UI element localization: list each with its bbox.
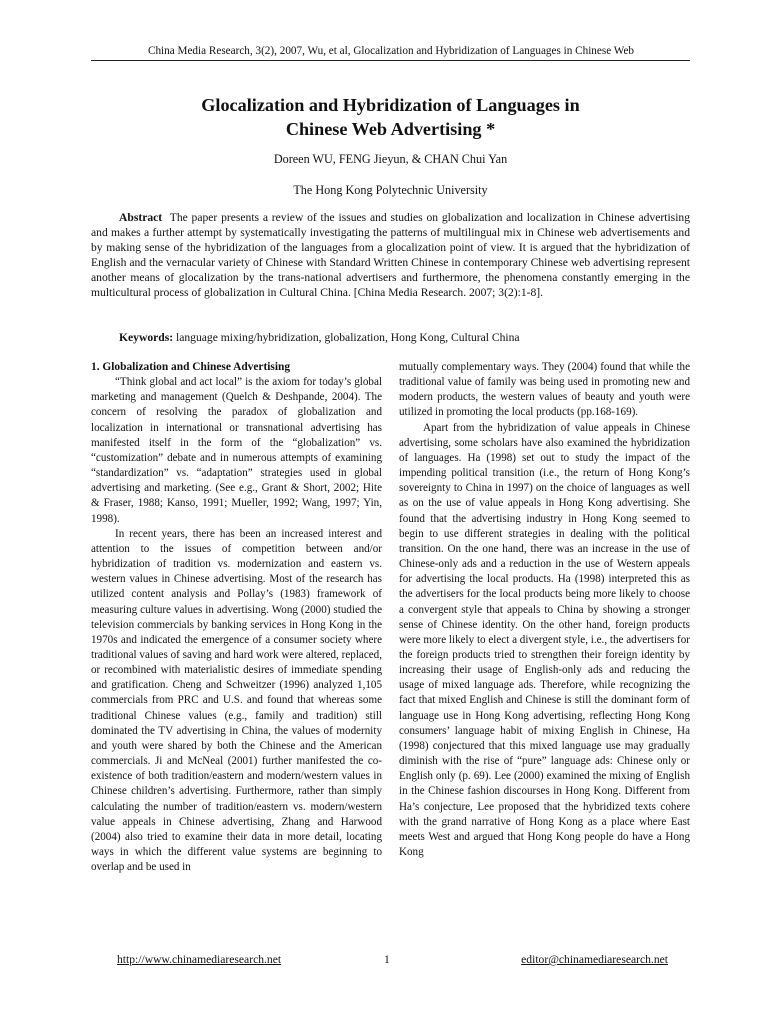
- abstract: [91, 211, 690, 300]
- page-number: 1: [384, 953, 390, 966]
- abstract-label: Abstract: [119, 211, 163, 224]
- title-line-1: Glocalization and Hybridization of Languages in: [201, 95, 580, 115]
- authors: Doreen WU, FENG Jieyun, & CHAN Chui Yan: [273, 152, 508, 166]
- keywords-label: Keywords:: [119, 331, 174, 344]
- paragraph: “Think global and act local” is the axiom for today’s global marketing and management (Quelch & Deshpande, 2004). The concern of resolving the paradox of globalization and localization in international or transnational advertising has manifested itself in the form of the “globalization” vs. “customization” debate and in numerous attempts of examining “standardization” vs. “adaptation” strategies used in global advertising and marketing. (See e.g., Grant & Short, 2002; Hite & Fraser, 1988; Kanso, 1991; Mueller, 1992; Wang, 1997; Yin, 1998).: [91, 376, 382, 525]
- paragraph: In recent years, there has been an increased interest and attention to the issues of competition between and/or hybridization of tradition vs. modernization and eastern vs. western values in Chinese advertising. Most of the research has utilized content analysis and Pollay’s (1983) framework of measuring culture values in advertising. Wong (2000) studied the television commercials by banking services in Hong Kong in the 1970s and indicated the emergence of a consumer society where traditional values of saving and hard work were altered, replaced, or recombined with materialistic desires of immediate spending and gratification. Cheng and Schweitzer (1996) analyzed 1,105 commercials from PRC and U.S. and found that whereas some traditional Chinese values (e.g., family and tradition) still dominated the TV advertising in China, the values of modernity and youth were shared by both the Chinese and the American commercials. Ji and McNeal (2001) further manifested the co-existence of both tradition/eastern and modern/western values in Chinese children’s advertising. Furthermore, rather than simply calculating the number of tradition/eastern vs. modern/western value appeals in Chinese advertising, Zhang and Harwood (2004) also tried to examine their data in more detail, locating ways in which the different value systems are beginning to overlap and be used in: [91, 527, 382, 874]
- section-heading: 1. Globalization and Chinese Advertising: [91, 361, 291, 373]
- header-rule: [91, 60, 690, 61]
- website-link[interactable]: http://www.chinamediaresearch.net: [117, 953, 282, 966]
- paper-title: [91, 93, 690, 141]
- affiliation: The Hong Kong Polytechnic University: [293, 183, 488, 197]
- email-link[interactable]: editor@chinamediaresearch.net: [521, 953, 668, 966]
- right-column: [399, 360, 690, 860]
- left-column: [91, 360, 382, 875]
- abstract-text: The paper presents a review of the issues and studies on globalization and localization in Chinese advertising and makes a further attempt by systematically investigating the patterns of multilingual mix in Chinese web advertisements and by making sense of the hybridization of the languages from a glocalization point of view. It is argued that the hybridization of English and the vernacular variety of Chinese with Standard Written Chinese in contemporary Chinese web advertising represent another means of glocalization by the trans-national advertisers and furthermore, the phenomena constantly emerging in the multicultural process of globalization in Cultural China. [China Media Research. 2007; 3(2):1-8].: [91, 211, 691, 299]
- paragraph: Apart from the hybridization of value appeals in Chinese advertising, some scholars have also examined the hybridization of languages. Ha (1998) set out to study the impact of the impending political transition (i.e., the return of Hong Kong’s sovereignty to China in 1997) on the choice of languages as well as on the use of value appeals in Hong Kong advertising. She found that the advertising industry in Hong Kong seemed to begin to use different strategies in dealing with the political transition. On the one hand, there was an increase in the use of Chinese-only ads and a reduction in the use of Western appeals for advertising the local products. Ha (1998) interpreted this as the advertisers for the local products being more likely to choose a convergent style that appeals to China by showing a stronger sense of Chinese identity. On the other hand, foreign products were more likely to elect a divergent style, i.e., the advertisers for the foreign products tried to strengthen their foreign identity by increasing their usage of English-only ads and reducing the usage of mixed language ads. Therefore, while recognizing the fact that mixed English and Chinese is still the dominant form of language use in Hong Kong advertising, reflecting Hong Kong consumers’ language habit of mixing English in Chinese, Ha (1998) conjectured that this mixed language use may gradually diminish with the rise of “pure” language ads: Chinese only or English only (p. 69). Lee (2000) examined the mixing of English in the Chinese fashion discourses in Hong Kong. Different from Ha’s conjecture, Lee proposed that the hybridized texts cohere with the grand narrative of Hong Kong as a place where East meets West and argued that Hong Kong people do have a Hong Kong: [399, 421, 690, 858]
- keywords-text: language mixing/hybridization, globalization, Hong Kong, Cultural China: [176, 331, 520, 344]
- keywords: [91, 330, 690, 345]
- title-line-2: Chinese Web Advertising *: [285, 119, 496, 139]
- paragraph: mutually complementary ways. They (2004) found that while the traditional value of family was being used in promoting new and modern products, the western values of beauty and youth were utilized in promoting the local products (pp.168-169).: [399, 361, 690, 419]
- page-footer: [91, 952, 690, 968]
- running-header: China Media Research, 3(2), 2007, Wu, et al, Glocalization and Hybridization of Languages in Chinese Web: [148, 45, 634, 57]
